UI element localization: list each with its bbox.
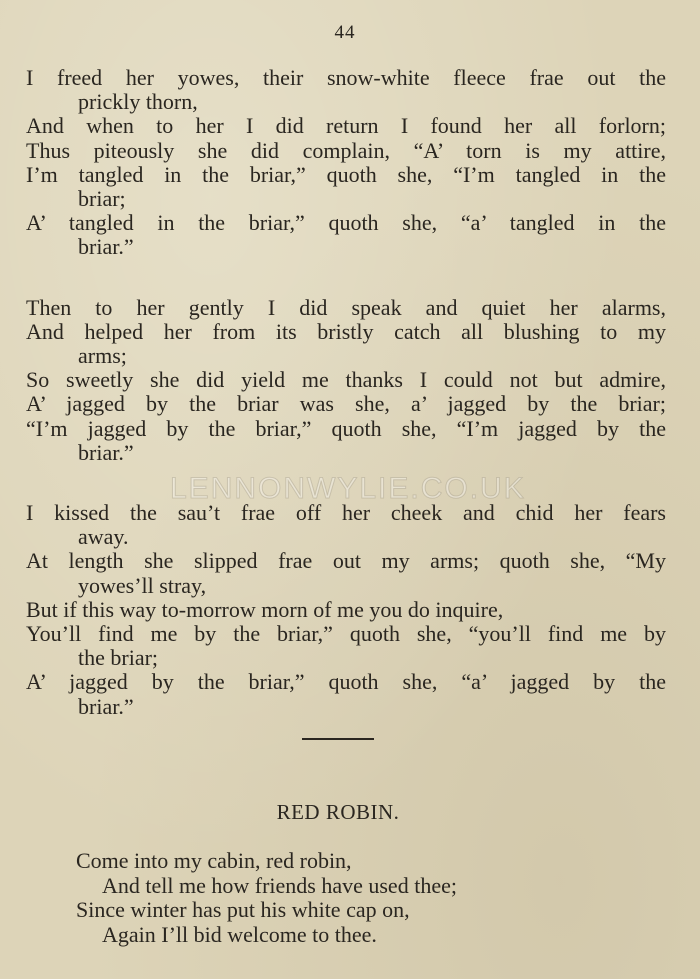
stanza-gap <box>26 260 666 296</box>
verse-line-continuation: briar; <box>78 186 126 212</box>
verse-line-continuation: briar.” <box>78 234 134 260</box>
verse-line: And when to her I did return I found her all forlorn; <box>26 113 666 139</box>
verse-line-continuation: the briar; <box>78 645 159 671</box>
song-line: And tell me how friends have used thee; <box>102 872 457 898</box>
verse-line-continuation: briar.” <box>78 439 134 465</box>
poem-body <box>26 66 666 719</box>
verse-line-continuation: yowes’ll stray, <box>78 572 207 598</box>
section-divider <box>302 738 374 740</box>
stanza-2 <box>26 296 666 465</box>
verse-line-continuation: prickly thorn, <box>78 89 198 115</box>
verse-line: A’ jagged by the briar was she, a’ jagged by the briar; <box>26 391 666 417</box>
verse-line: But if this way to-morrow morn of me you do inquire, <box>26 596 504 622</box>
verse-line-continuation: away. <box>78 524 129 550</box>
song-title: RED ROBIN. <box>276 800 400 824</box>
verse-line: A’ jagged by the briar,” quoth she, “a’ jagged by the <box>26 669 666 695</box>
song-line: Come into my cabin, red robin, <box>76 848 352 873</box>
verse-line: “I’m jagged by the briar,” quoth she, “I’m jagged by the <box>26 415 666 441</box>
verse-line: Then to her gently I did speak and quiet her alarms, <box>26 294 666 320</box>
watermark: LENNONWYLIE.CO.UK <box>170 472 526 505</box>
stanza-gap <box>26 465 666 501</box>
verse-line: I kissed the sau’t frae off her cheek and chid her fears <box>26 500 666 526</box>
stanza-1 <box>26 66 666 260</box>
verse-line: I freed her yowes, their snow-white fleece frae out the <box>26 65 666 90</box>
song-body <box>76 849 596 947</box>
verse-line: Thus piteously she did complain, “A’ torn is my attire, <box>26 137 666 163</box>
verse-line: I’m tangled in the briar,” quoth she, “I’m tangled in the <box>26 161 666 187</box>
stanza-3 <box>26 501 666 719</box>
verse-line: At length she slipped frae out my arms; quoth she, “My <box>26 548 666 574</box>
verse-line: A’ tangled in the briar,” quoth she, “a’ tangled in the <box>26 210 666 236</box>
verse-line: You’ll find me by the briar,” quoth she, “you’ll find me by <box>26 621 666 647</box>
page-number: 44 <box>334 22 356 43</box>
song-line: Since winter has put his white cap on, <box>76 897 410 922</box>
verse-line: So sweetly she did yield me thanks I could not but admire, <box>26 367 666 393</box>
verse-line-continuation: briar.” <box>78 693 134 719</box>
verse-line: And helped her from its bristly catch all blushing to my <box>26 318 666 344</box>
song-line: Again I’ll bid welcome to thee. <box>102 921 377 947</box>
verse-line-continuation: arms; <box>78 343 127 369</box>
